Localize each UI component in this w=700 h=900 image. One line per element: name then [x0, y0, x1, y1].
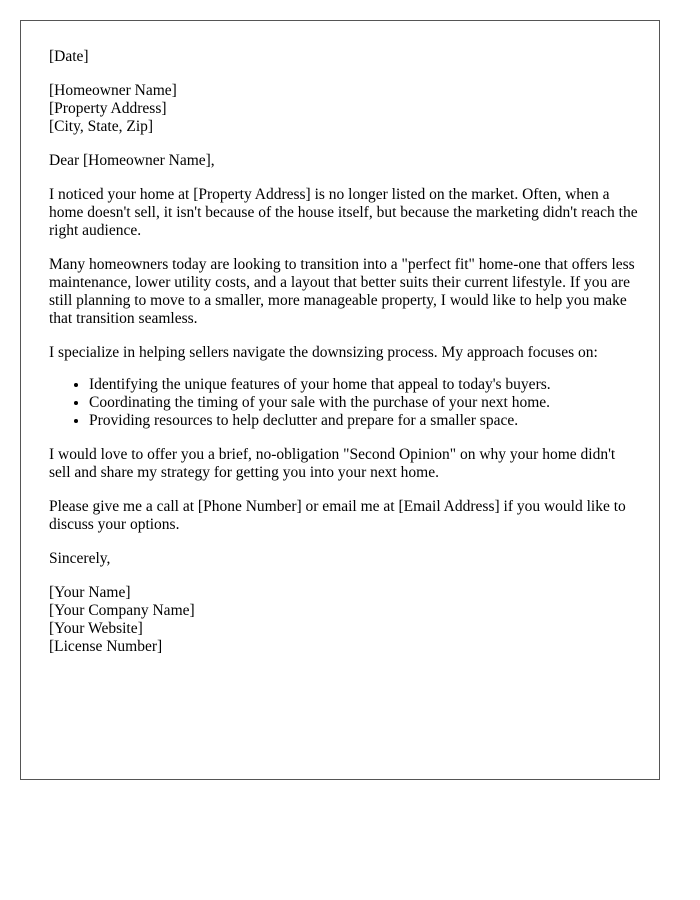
signature-company: [Your Company Name] — [49, 602, 195, 619]
recipient-address: [Property Address] — [49, 100, 167, 117]
signature-website: [Your Website] — [49, 620, 143, 637]
list-item: • Providing resources to help declutter and prepare for a smaller space. — [89, 412, 639, 430]
letter-date: [Date] — [49, 48, 89, 65]
letter-page — [20, 20, 660, 780]
recipient-block — [49, 82, 639, 136]
recipient-name: [Homeowner Name] — [49, 82, 177, 99]
closing: Sincerely, — [49, 550, 111, 567]
paragraph-contact: Please give me a call at [Phone Number] or email me at [Email Address] if you would like to discuss your options. — [49, 498, 626, 533]
signature-license: [License Number] — [49, 638, 163, 655]
recipient-city-state-zip: [City, State, Zip] — [49, 118, 154, 135]
salutation: Dear [Homeowner Name], — [49, 152, 215, 169]
approach-list — [49, 376, 639, 430]
paragraph-specialize: I specialize in helping sellers navigate the downsizing process. My approach focuses on: — [49, 344, 598, 361]
list-item: • Coordinating the timing of your sale with the purchase of your next home. — [89, 394, 639, 412]
letter-body — [49, 48, 639, 672]
list-item: • Identifying the unique features of your home that appeal to today's buyers. — [89, 376, 639, 394]
signature-block — [49, 584, 639, 656]
signature-name: [Your Name] — [49, 584, 131, 601]
paragraph-transition: Many homeowners today are looking to transition into a "perfect fit" home-one that offers less maintenance, lower utility costs, and a layout that better suits their current lifestyle. If you are still planning to move to a smaller, more manageable property, I would like to help you make that transition seamless. — [49, 256, 635, 327]
paragraph-offer: I would love to offer you a brief, no-obligation "Second Opinion" on why your home didn't sell and share my strategy for getting you into your next home. — [49, 446, 616, 481]
paragraph-intro: I noticed your home at [Property Address] is no longer listed on the market. Often, when a home doesn't sell, it isn't because of the house itself, but because the marketing didn't reach the right audience. — [49, 186, 638, 239]
